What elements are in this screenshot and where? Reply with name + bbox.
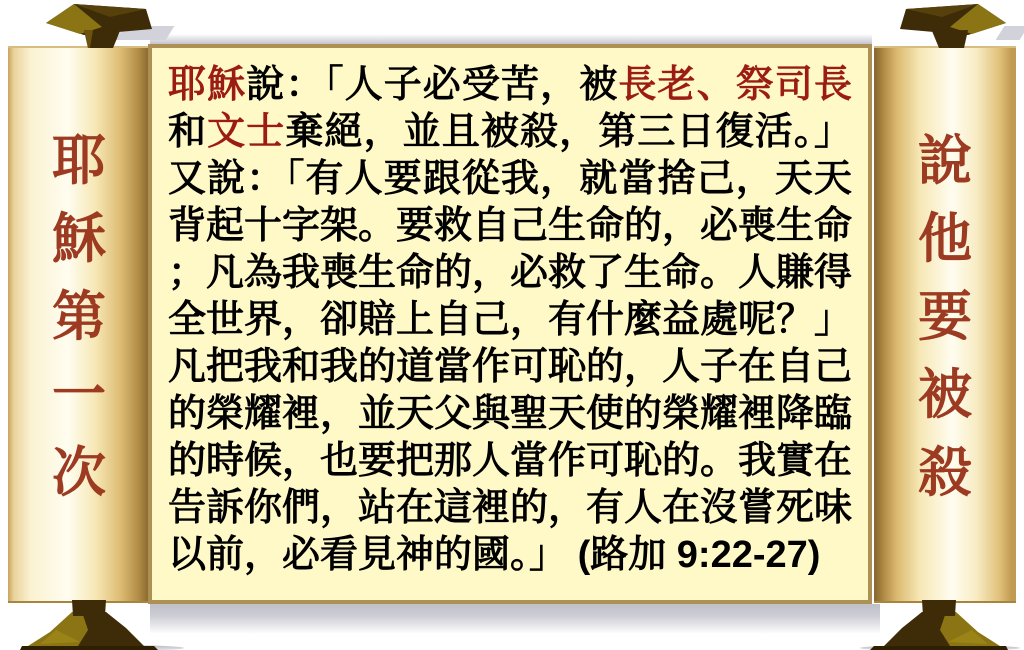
verse-segment: 告訴你們，站在這裡的，有人在沒嘗死味 [168,487,852,529]
banner-char: 要 [918,287,972,347]
verse-segment: 全世界，卻賠上自己，有什麼益處呢？」 [168,299,852,341]
scroll-handle-bottom-left-icon [20,600,160,650]
verse-segment: ；凡為我喪生命的，必救了生命。人賺得 [168,252,852,294]
scroll-left-roll [8,46,150,603]
verse-line [168,109,852,156]
verse-segment: 凡把我和我的道當作可恥的，人子在自己 [168,346,852,388]
verse-segment: 棄絕，並且被殺，第三日復活。」 [285,111,852,153]
verse-line [168,532,852,579]
verse-highlight: 耶穌 [168,64,247,106]
scroll-handle-top-right-icon [900,2,1024,48]
banner-char: 第 [52,287,106,347]
verse-segment: 和 [168,111,208,153]
verse-highlight: 長老、祭司長 [618,64,852,106]
verse-segment: 的時候，也要把那人當作可恥的。我實在 [168,440,852,482]
verse-segment: 又說：「有人要跟從我，就當捨己，天天 [168,158,852,200]
banner-char: 被 [918,365,972,425]
verse-line [168,297,852,344]
banner-left [8,131,150,503]
verse-line [168,391,852,438]
verse-line [168,250,852,297]
banner-char: 他 [918,209,972,269]
banner-char: 次 [52,443,106,503]
verse-line [168,485,852,532]
verse-line [168,344,852,391]
panel-bottom-shadow [150,604,880,634]
scroll-handle-top-left-icon [22,2,152,48]
scroll-panel [148,44,872,604]
banner-char: 說 [918,131,972,191]
banner-char: 殺 [918,443,972,503]
banner-char: 一 [52,365,106,425]
verse-line [168,438,852,485]
verse-segment: 背起十字架。要救自己生命的，必喪生命 [168,205,852,247]
verse-segment: 的榮耀裡，並天父與聖天使的榮耀裡降臨 [168,393,852,435]
verse-segment: (路加 9:22-27) [577,534,821,576]
verse-line [168,156,852,203]
verse-line [168,203,852,250]
verse-line [168,62,852,109]
panel-top-shadow [150,34,872,44]
banner-right [874,131,1016,503]
banner-char: 耶 [52,131,106,191]
verse-highlight: 文士 [207,111,286,153]
verse-segment: 說：「人子必受苦，被 [246,64,619,106]
scroll-handle-bottom-right-icon [868,600,1008,650]
scroll-right-roll [874,46,1016,603]
verse-segment: 以前，必看見神的國。」 [168,534,578,576]
banner-char: 穌 [52,209,106,269]
verse-text [168,62,852,579]
